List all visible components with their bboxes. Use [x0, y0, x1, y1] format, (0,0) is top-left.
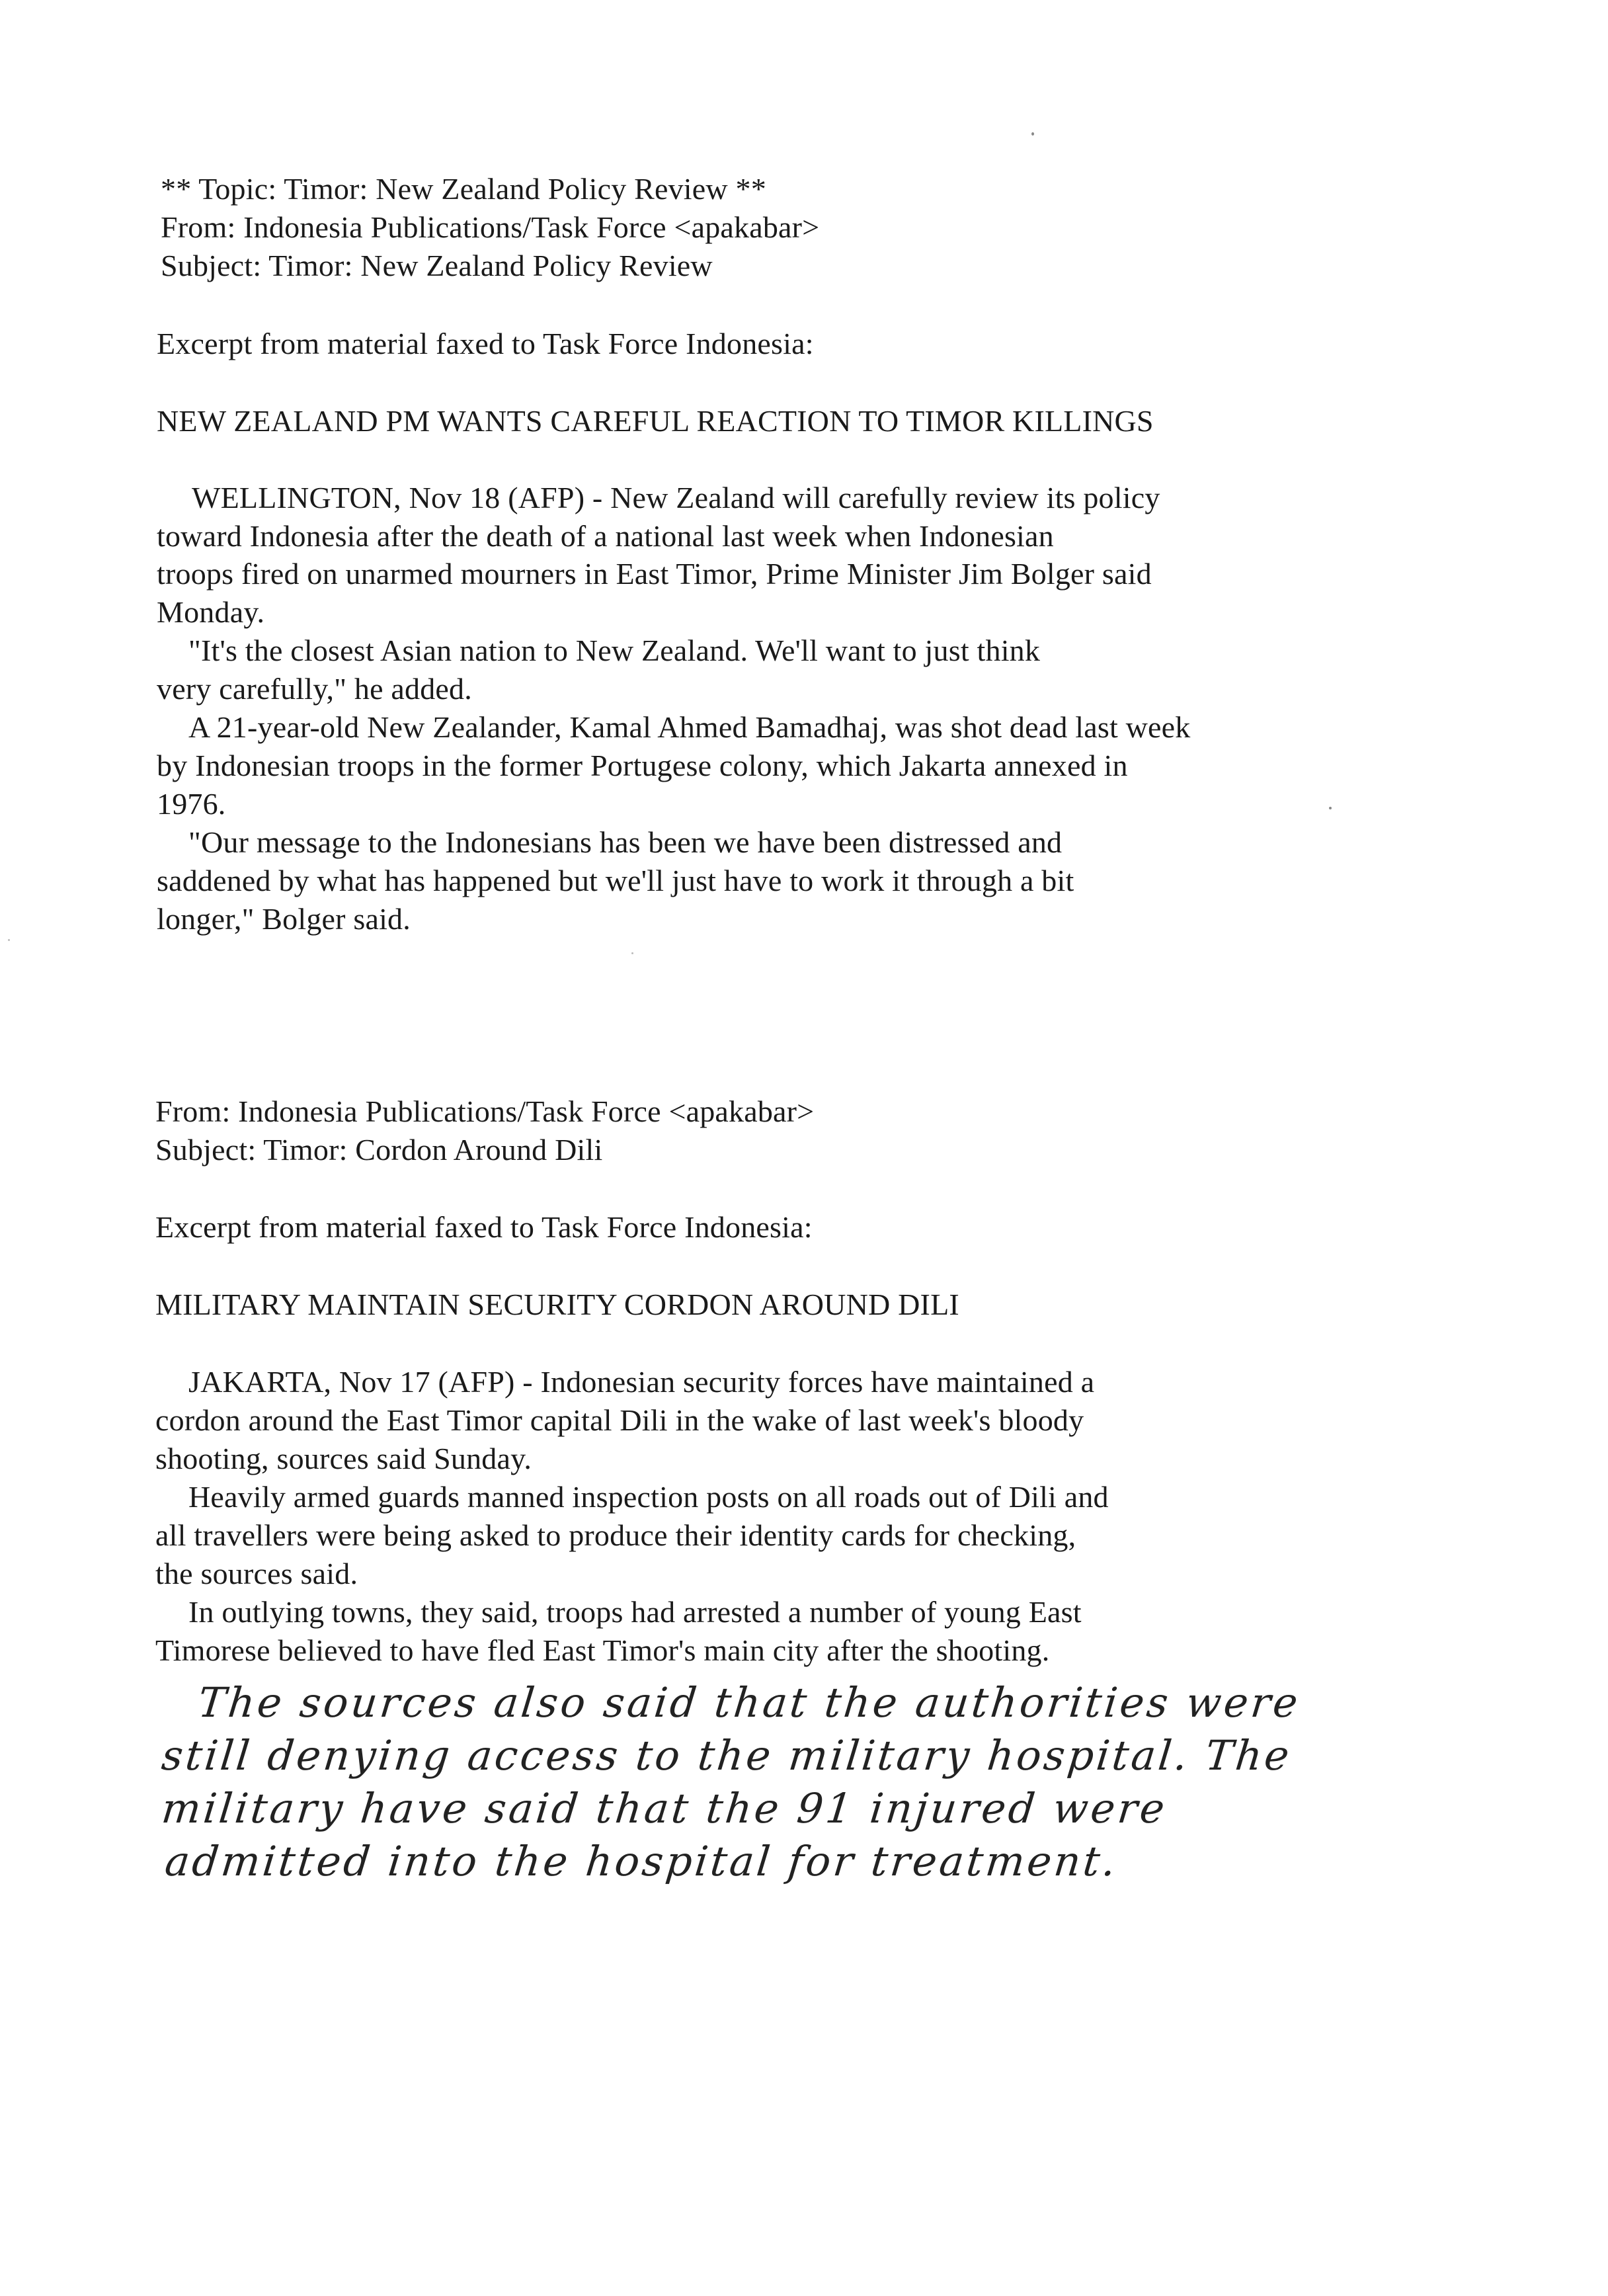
handwritten-note-line: The sources also said that the authorities were [196, 1678, 1303, 1727]
body-line: WELLINGTON, Nov 18 (AFP) - New Zealand will carefully review its policy [192, 481, 1160, 514]
excerpt-line: Excerpt from material faxed to Task Force Indonesia: [155, 1210, 813, 1244]
body-line: troops fired on unarmed mourners in East Timor, Prime Minister Jim Bolger said [157, 557, 1152, 591]
article-headline: NEW ZEALAND PM WANTS CAREFUL REACTION TO TIMOR KILLINGS [157, 404, 1154, 438]
body-line: Heavily armed guards manned inspection posts on all roads out of Dili and [188, 1480, 1109, 1514]
body-line: very carefully," he added. [157, 672, 472, 706]
from-line: From: Indonesia Publications/Task Force <apakabar> [155, 1094, 815, 1128]
body-line: cordon around the East Timor capital Dili in the wake of last week's bloody [155, 1403, 1084, 1437]
body-line: by Indonesian troops in the former Portugese colony, which Jakarta annexed in [157, 749, 1128, 782]
subject-line: Subject: Timor: New Zealand Policy Review [161, 249, 713, 282]
subject-line: Subject: Timor: Cordon Around Dili [155, 1133, 603, 1167]
body-line: Timorese believed to have fled East Timor's main city after the shooting. [155, 1633, 1050, 1667]
body-line: saddened by what has happened but we'll just have to work it through a bit [157, 864, 1074, 897]
body-line: JAKARTA, Nov 17 (AFP) - Indonesian security forces have maintained a [188, 1365, 1095, 1399]
body-line: In outlying towns, they said, troops had arrested a number of young East [188, 1595, 1082, 1629]
scan-speck [631, 952, 633, 954]
article-headline: MILITARY MAINTAIN SECURITY CORDON AROUND DILI [155, 1288, 959, 1321]
handwritten-note-line: still denying access to the military hospital. The [159, 1731, 1295, 1780]
scan-speck [1031, 132, 1034, 136]
body-line: the sources said. [155, 1557, 358, 1590]
body-line: 1976. [157, 787, 226, 821]
body-line: Monday. [157, 595, 265, 629]
from-line: From: Indonesia Publications/Task Force <apakabar> [161, 210, 820, 244]
excerpt-line: Excerpt from material faxed to Task Force Indonesia: [157, 327, 814, 360]
body-line: "Our message to the Indonesians has been we have been distressed and [188, 825, 1063, 859]
topic-line: ** Topic: Timor: New Zealand Policy Review ** [161, 172, 766, 206]
handwritten-note-line: military have said that the 91 injured were [159, 1784, 1170, 1832]
handwritten-note-line: admitted into the hospital for treatment. [163, 1837, 1121, 1885]
body-line: shooting, sources said Sunday. [155, 1442, 532, 1475]
scan-speck [1329, 807, 1332, 809]
body-line: longer," Bolger said. [157, 902, 411, 936]
body-line: A 21-year-old New Zealander, Kamal Ahmed Bamadhaj, was shot dead last week [188, 710, 1191, 744]
body-line: "It's the closest Asian nation to New Zealand. We'll want to just think [188, 634, 1041, 667]
body-line: all travellers were being asked to produce their identity cards for checking, [155, 1518, 1076, 1552]
scan-speck [8, 939, 10, 941]
body-line: toward Indonesia after the death of a national last week when Indonesian [157, 519, 1054, 553]
